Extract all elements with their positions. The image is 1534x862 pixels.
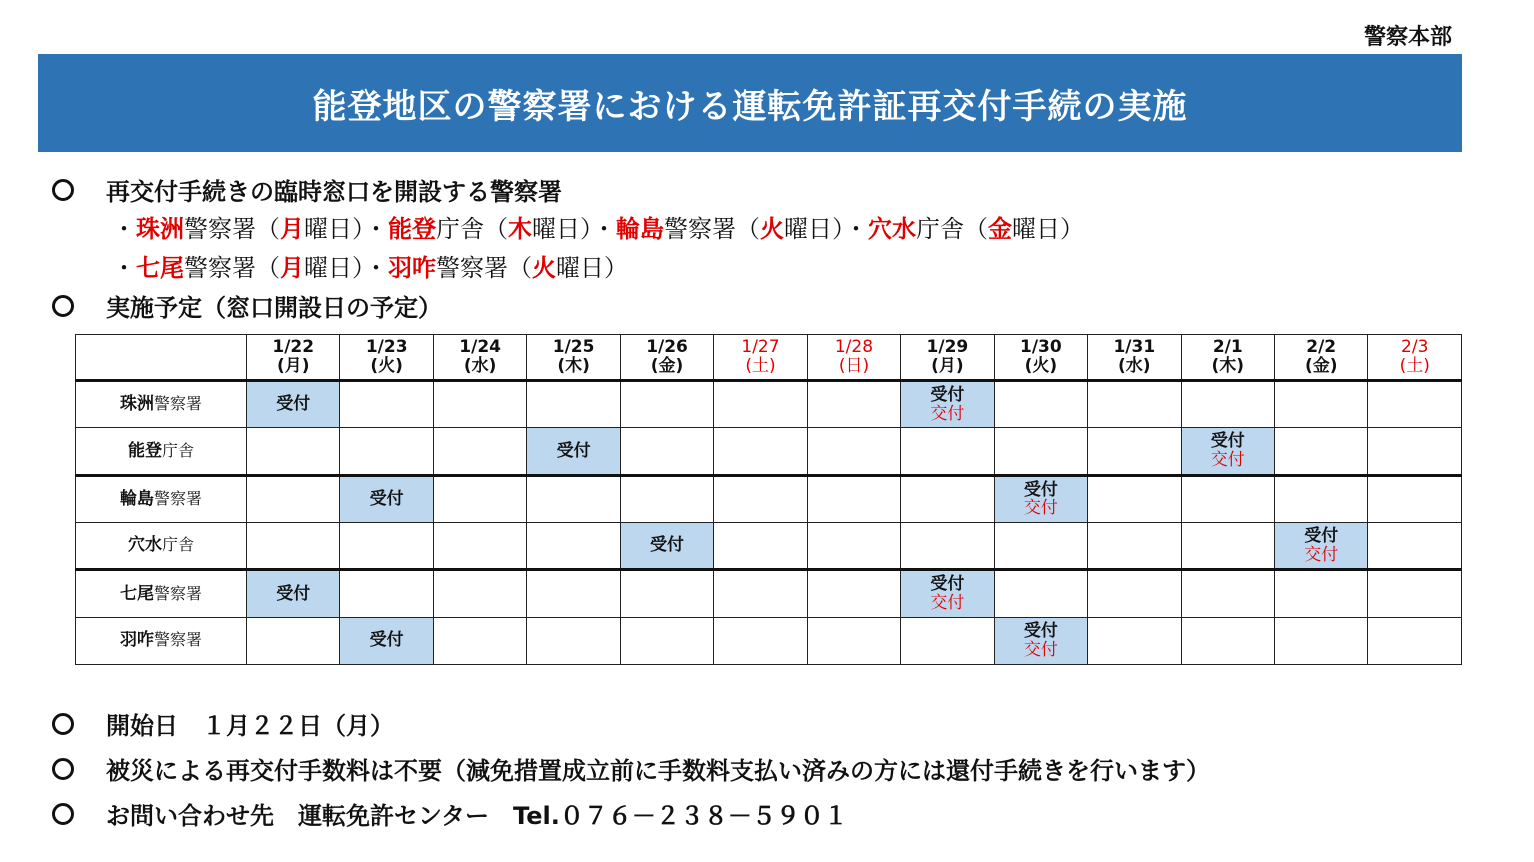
schedule-cell xyxy=(1181,428,1274,475)
date-header-cell xyxy=(901,335,994,381)
schedule-cell xyxy=(433,428,526,475)
date-header-cell xyxy=(340,335,433,381)
schedule-cell xyxy=(1274,522,1367,569)
weekday-label: (木) xyxy=(557,356,590,376)
bullet-circle-icon xyxy=(52,179,74,201)
bullet-circle-icon xyxy=(52,713,74,735)
schedule-cell xyxy=(1274,570,1367,617)
schedule-cell xyxy=(1274,475,1367,522)
schedule-cell xyxy=(901,428,994,475)
schedule-cell xyxy=(1368,381,1462,428)
schedule-cell xyxy=(1181,475,1274,522)
bullet-circle-icon xyxy=(52,295,74,317)
weekday-label: (水) xyxy=(1118,356,1151,376)
highlight-text: 火 xyxy=(532,254,556,282)
station-row xyxy=(76,570,1462,617)
schedule-cell xyxy=(620,381,713,428)
schedule-cell xyxy=(620,617,713,664)
highlight-text: 火 xyxy=(760,215,784,243)
schedule-cell xyxy=(1368,522,1462,569)
accept-label: 受付 xyxy=(556,440,591,461)
date-header-cell xyxy=(620,335,713,381)
page-title-banner xyxy=(38,54,1462,152)
plain-text: 曜日） xyxy=(1012,215,1084,243)
section-contact xyxy=(52,796,848,831)
schedule-cell xyxy=(527,570,620,617)
date-header-cell xyxy=(994,335,1087,381)
schedule-cell xyxy=(1181,381,1274,428)
section-schedule xyxy=(52,288,442,323)
weekday-label: (金) xyxy=(1304,356,1338,376)
station-row xyxy=(76,522,1462,569)
weekday-label: (日) xyxy=(838,356,870,376)
schedule-cell xyxy=(714,617,807,664)
highlight-text: 月 xyxy=(280,215,304,243)
section-start-date xyxy=(52,706,394,741)
plain-text: 曜日）・ xyxy=(304,254,388,282)
accept-label: 受付 xyxy=(1210,431,1245,452)
highlight-text: 輪島 xyxy=(616,215,664,243)
station-list-line-2 xyxy=(112,248,628,283)
schedule-cell xyxy=(1181,522,1274,569)
accept-label: 受付 xyxy=(276,394,311,415)
schedule-cell xyxy=(901,522,994,569)
schedule-cell xyxy=(1368,570,1462,617)
plain-text: 庁舎（ xyxy=(916,215,988,243)
date-header-cell xyxy=(714,335,807,381)
schedule-cell xyxy=(901,475,994,522)
plain-text: 警察署（ xyxy=(436,254,532,282)
department-label: 警察本部 xyxy=(1363,25,1452,50)
schedule-cell xyxy=(247,617,340,664)
deliver-label: 交付 xyxy=(1023,498,1058,519)
schedule-cell xyxy=(433,617,526,664)
schedule-cell xyxy=(807,381,900,428)
date-label: 1/30 xyxy=(1020,337,1062,358)
schedule-cell xyxy=(807,428,900,475)
date-label: 2/2 xyxy=(1306,337,1337,358)
station-row xyxy=(76,381,1462,428)
date-label: 2/1 xyxy=(1212,337,1243,358)
highlight-text: 七尾 xyxy=(136,254,184,282)
date-label: 1/31 xyxy=(1113,337,1156,358)
station-name-cell xyxy=(76,617,247,664)
schedule-cell xyxy=(340,475,433,522)
schedule-cell xyxy=(1368,428,1462,475)
section-windows xyxy=(52,172,562,207)
date-label: 1/26 xyxy=(646,337,688,358)
deliver-label: 交付 xyxy=(930,592,965,613)
accept-label: 受付 xyxy=(930,384,965,405)
plain-text: 曜日）・ xyxy=(784,215,868,243)
weekday-label: (土) xyxy=(1399,356,1430,376)
section-fee xyxy=(52,751,1210,786)
start-date-text: 開始日 １月２２日（月） xyxy=(106,712,394,740)
station-name-cell xyxy=(76,522,247,569)
station-suffix: 警察署 xyxy=(153,488,202,508)
schedule-cell xyxy=(1088,522,1181,569)
date-header-cell xyxy=(527,335,620,381)
schedule-cell xyxy=(807,617,900,664)
schedule-cell xyxy=(340,570,433,617)
schedule-header-row xyxy=(76,335,1462,381)
schedule-cell xyxy=(994,381,1087,428)
plain-text: 曜日） xyxy=(556,254,628,282)
station-name: 穴水 xyxy=(127,535,162,556)
weekday-label: (月) xyxy=(276,356,310,376)
schedule-cell xyxy=(620,475,713,522)
plain-text: 庁舎（ xyxy=(436,215,508,243)
schedule-cell xyxy=(620,570,713,617)
date-label: 1/25 xyxy=(552,337,595,358)
schedule-cell xyxy=(433,381,526,428)
accept-label: 受付 xyxy=(1023,479,1058,500)
highlight-text: 能登 xyxy=(388,215,436,243)
deliver-label: 交付 xyxy=(930,403,965,424)
station-suffix: 庁舎 xyxy=(161,440,194,460)
schedule-cell xyxy=(807,570,900,617)
schedule-cell xyxy=(901,381,994,428)
schedule-cell xyxy=(340,428,433,475)
accept-label: 受付 xyxy=(1023,621,1058,642)
station-suffix: 庁舎 xyxy=(161,535,194,555)
deliver-label: 交付 xyxy=(1023,639,1058,660)
schedule-cell xyxy=(714,428,807,475)
bullet-circle-icon xyxy=(52,758,74,780)
date-header-cell xyxy=(247,335,340,381)
station-name: 輪島 xyxy=(119,488,154,509)
schedule-cell xyxy=(807,475,900,522)
schedule-cell xyxy=(1274,381,1367,428)
station-suffix: 警察署 xyxy=(153,583,202,603)
schedule-cell xyxy=(994,617,1087,664)
date-label: 1/23 xyxy=(365,337,408,358)
accept-label: 受付 xyxy=(369,488,404,509)
plain-text: 警察署（ xyxy=(664,215,760,243)
accept-label: 受付 xyxy=(276,583,311,604)
date-label: 1/22 xyxy=(272,337,315,358)
station-suffix: 警察署 xyxy=(153,394,202,414)
highlight-text: 珠洲 xyxy=(136,215,184,243)
station-name-cell xyxy=(76,475,247,522)
fee-text: 被災による再交付手数料は不要（減免措置成立前に手数料支払い済みの方には還付手続きを行います） xyxy=(106,757,1210,785)
weekday-label: (月) xyxy=(931,356,964,376)
plain-text: 警察署（ xyxy=(184,254,280,282)
weekday-label: (木) xyxy=(1211,356,1245,376)
station-row xyxy=(76,617,1462,664)
date-header-cell xyxy=(807,335,900,381)
schedule-cell xyxy=(1088,617,1181,664)
station-name: 羽咋 xyxy=(119,630,154,651)
highlight-text: 月 xyxy=(280,254,304,282)
schedule-cell xyxy=(901,570,994,617)
accept-label: 受付 xyxy=(930,574,965,595)
schedule-cell xyxy=(1088,428,1181,475)
schedule-cell xyxy=(247,381,340,428)
accept-label: 受付 xyxy=(369,630,404,651)
plain-text: ・ xyxy=(112,215,136,243)
weekday-label: (水) xyxy=(463,356,497,376)
highlight-text: 羽咋 xyxy=(388,254,436,282)
date-header-cell xyxy=(1088,335,1181,381)
schedule-cell xyxy=(527,617,620,664)
schedule-cell xyxy=(1088,475,1181,522)
highlight-text: 木 xyxy=(508,215,532,243)
corner-cell xyxy=(76,335,247,381)
schedule-cell xyxy=(527,475,620,522)
section-schedule-heading: 実施予定（窓口開設日の予定） xyxy=(106,294,442,322)
schedule-cell xyxy=(714,522,807,569)
contact-text: お問い合わせ先 運転免許センター Tel.０７６－２３８－５９０１ xyxy=(106,802,848,830)
accept-label: 受付 xyxy=(1304,525,1339,546)
schedule-cell xyxy=(714,381,807,428)
plain-text: ・ xyxy=(112,254,136,282)
schedule-cell xyxy=(527,381,620,428)
schedule-cell xyxy=(247,475,340,522)
date-label: 1/28 xyxy=(834,337,874,358)
bullet-circle-icon xyxy=(52,803,74,825)
schedule-cell xyxy=(620,428,713,475)
station-name: 七尾 xyxy=(119,583,154,604)
section-windows-heading: 再交付手続きの臨時窓口を開設する警察署 xyxy=(106,178,562,206)
schedule-cell xyxy=(994,428,1087,475)
schedule-cell xyxy=(994,570,1087,617)
date-label: 1/24 xyxy=(459,337,501,358)
date-header-cell xyxy=(433,335,526,381)
date-header-cell xyxy=(1274,335,1367,381)
schedule-cell xyxy=(247,428,340,475)
weekday-label: (金) xyxy=(650,356,684,376)
page-title: 能登地区の警察署における運転免許証再交付手続の実施 xyxy=(312,86,1188,127)
schedule-cell xyxy=(433,522,526,569)
station-row xyxy=(76,428,1462,475)
plain-text: 警察署（ xyxy=(184,215,280,243)
schedule-cell xyxy=(433,475,526,522)
schedule-cell xyxy=(340,617,433,664)
schedule-cell xyxy=(340,522,433,569)
accept-label: 受付 xyxy=(650,535,685,556)
schedule-cell xyxy=(994,475,1087,522)
schedule-cell xyxy=(247,570,340,617)
deliver-label: 交付 xyxy=(1210,449,1245,470)
date-label: 2/3 xyxy=(1401,337,1429,358)
schedule-cell xyxy=(247,522,340,569)
schedule-cell xyxy=(620,522,713,569)
schedule-cell xyxy=(994,522,1087,569)
highlight-text: 金 xyxy=(988,215,1012,243)
schedule-cell xyxy=(1368,617,1462,664)
date-label: 1/29 xyxy=(926,337,969,358)
schedule-cell xyxy=(527,522,620,569)
deliver-label: 交付 xyxy=(1304,544,1339,565)
schedule-cell xyxy=(1274,617,1367,664)
station-name-cell xyxy=(76,381,247,428)
schedule-cell xyxy=(1181,617,1274,664)
station-list-line-1 xyxy=(112,209,1084,244)
date-label: 1/27 xyxy=(741,337,780,358)
schedule-cell xyxy=(714,570,807,617)
schedule-cell xyxy=(1181,570,1274,617)
weekday-label: (土) xyxy=(745,356,776,376)
plain-text: 曜日）・ xyxy=(304,215,388,243)
schedule-cell xyxy=(807,522,900,569)
date-header-cell xyxy=(1368,335,1462,381)
schedule-cell xyxy=(1088,381,1181,428)
date-header-cell xyxy=(1181,335,1274,381)
schedule-cell xyxy=(1368,475,1462,522)
plain-text: 曜日）・ xyxy=(532,215,616,243)
highlight-text: 穴水 xyxy=(868,215,916,243)
schedule-table xyxy=(75,334,1462,665)
schedule-cell xyxy=(433,570,526,617)
schedule-cell xyxy=(1274,428,1367,475)
schedule-cell xyxy=(1088,570,1181,617)
station-name-cell xyxy=(76,570,247,617)
station-name-cell xyxy=(76,428,247,475)
station-row xyxy=(76,475,1462,522)
weekday-label: (火) xyxy=(370,356,403,376)
schedule-cell xyxy=(714,475,807,522)
schedule-cell xyxy=(901,617,994,664)
weekday-label: (火) xyxy=(1024,356,1058,376)
station-name: 能登 xyxy=(127,440,162,461)
station-suffix: 警察署 xyxy=(153,630,202,650)
schedule-cell xyxy=(340,381,433,428)
schedule-cell xyxy=(527,428,620,475)
station-name: 珠洲 xyxy=(119,394,154,415)
